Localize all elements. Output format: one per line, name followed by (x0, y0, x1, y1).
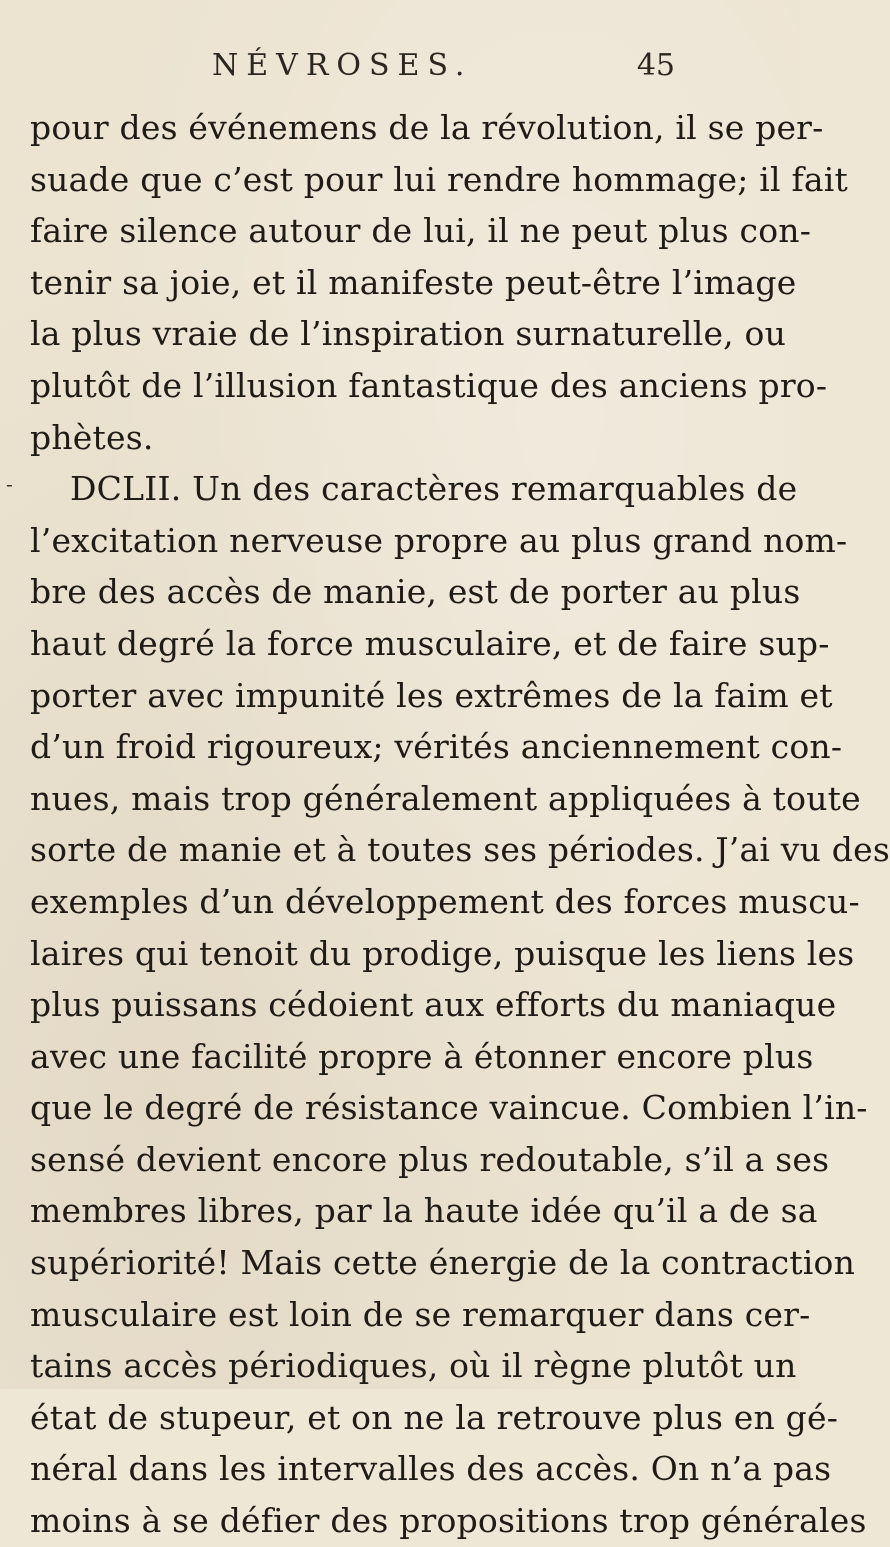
text-line: exemples d’un développement des forces muscu- (30, 881, 860, 921)
text-line: supériorité! Mais cette énergie de la contraction (30, 1243, 856, 1283)
text-line: porter avec impunité les extrêmes de la faim et (30, 675, 833, 715)
text-line: membres libres, par la haute idée qu’il a de sa (30, 1191, 818, 1231)
text-line: plutôt de l’illusion fantastique des anciens pro- (30, 365, 828, 405)
text-line: faire silence autour de lui, il ne peut plus con- (30, 211, 812, 251)
paragraph-start-line: DCLII. Un des caractères remarquables de (70, 469, 798, 509)
text-line: musculaire est loin de se remarquer dans cer- (30, 1294, 811, 1334)
text-line: sorte de manie et à toutes ses périodes. J’ai vu des (30, 830, 890, 870)
text-line: état de stupeur, et on ne la retrouve plus en gé- (30, 1397, 839, 1437)
text-line: la plus vraie de l’inspiration surnaturelle, ou (30, 314, 787, 354)
text-line: suade que c’est pour lui rendre hommage; il fait (30, 159, 848, 199)
text-line: bre des accès de manie, est de porter au plus (30, 572, 801, 612)
text-line: avec une facilité propre à étonner encore plus (30, 1036, 814, 1076)
text-line: que le degré de résistance vaincue. Combien l’in- (30, 1088, 868, 1128)
text-line: néral dans les intervalles des accès. On n’a pas (30, 1449, 832, 1489)
text-line: haut degré la force musculaire, et de faire sup- (30, 623, 830, 663)
page-header (0, 40, 800, 90)
text-line: nues, mais trop généralement appliquées à toute (30, 778, 861, 818)
text-line: tains accès périodiques, où il règne plutôt un (30, 1346, 797, 1386)
body-text (30, 102, 890, 1547)
page-number: 45 (636, 48, 675, 83)
text-line: d’un froid rigoureux; vérités anciennement con- (30, 727, 843, 767)
text-line: tenir sa joie, et il manifeste peut-être l’image (30, 262, 797, 302)
text-line: laires qui tenoit du prodige, puisque les liens les (30, 933, 855, 973)
text-line: pour des événemens de la révolution, il se per- (30, 108, 824, 147)
text-line: plus puissans cédoient aux efforts du maniaque (30, 985, 837, 1025)
text-line: phètes. (30, 417, 154, 457)
text-line: moins à se défier des propositions trop générales (30, 1501, 867, 1541)
running-head: NÉVROSES. (212, 48, 473, 83)
text-line: sensé devient encore plus redoutable, s’il a ses (30, 1139, 830, 1179)
text-line: l’excitation nerveuse propre au plus grand nom- (30, 520, 848, 560)
margin-mark: - (6, 472, 13, 496)
